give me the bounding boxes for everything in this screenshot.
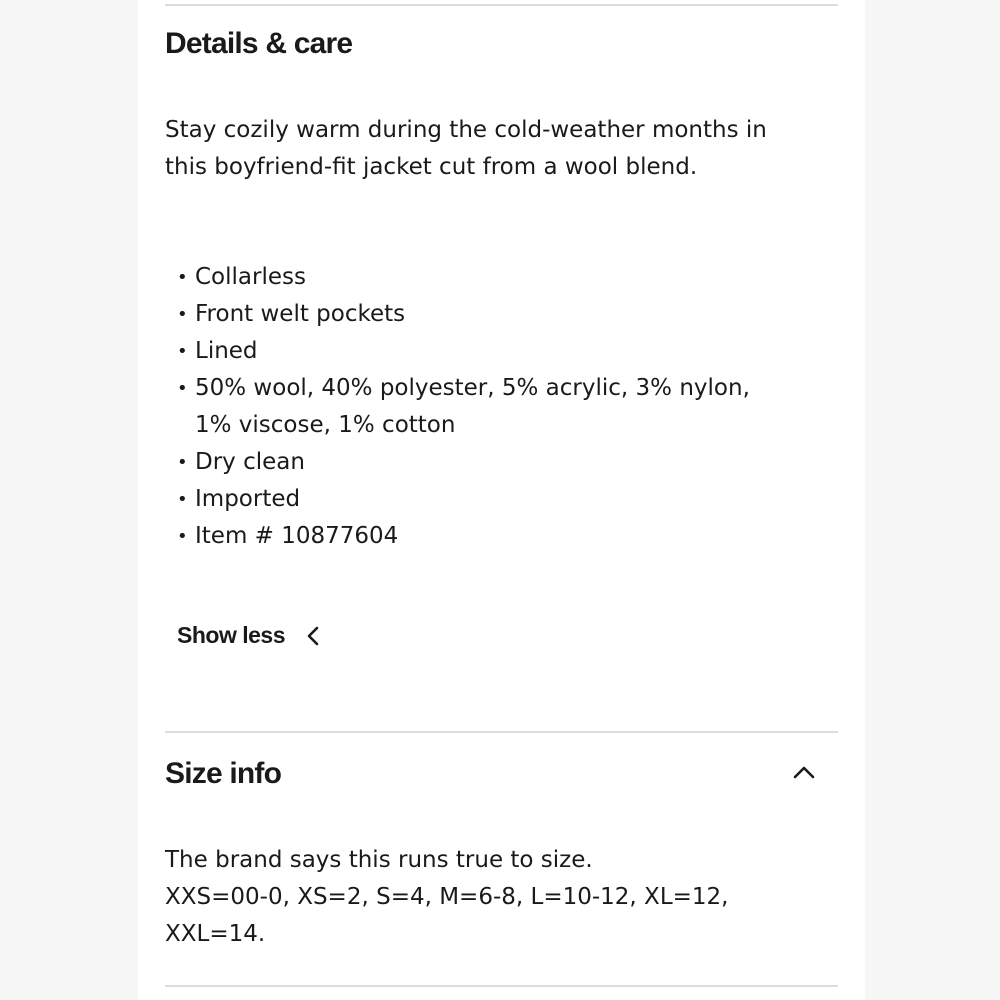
size-info-heading: Size info <box>165 757 282 790</box>
bullet-marker: • <box>177 304 188 325</box>
bullet-text-continuation: 1% viscose, 1% cotton <box>195 412 456 438</box>
details-care-heading: Details & care <box>165 27 353 60</box>
show-less-button[interactable] <box>177 622 321 649</box>
bullet-item <box>175 296 835 333</box>
top-divider <box>165 4 838 6</box>
bullet-item <box>175 444 835 481</box>
bullet-text: Collarless <box>195 264 306 290</box>
bullet-text: 50% wool, 40% polyester, 5% acrylic, 3% nylon, <box>195 375 750 401</box>
chevron-left-icon <box>305 624 321 648</box>
bullet-item <box>175 333 835 370</box>
bottom-divider <box>165 985 838 987</box>
size-info-text <box>165 842 805 953</box>
bullet-marker: • <box>177 452 188 473</box>
bullet-item <box>175 259 835 296</box>
section-divider <box>165 731 838 733</box>
details-bullet-list <box>175 259 835 555</box>
bullet-marker: • <box>177 378 188 399</box>
bullet-item <box>175 481 835 518</box>
bullet-marker: • <box>177 489 188 510</box>
bullet-text: Front welt pockets <box>195 301 406 327</box>
bullet-marker: • <box>177 526 188 547</box>
bullet-text: Dry clean <box>195 449 305 475</box>
size-conversion-line: XXL=14. <box>165 921 266 947</box>
bullet-item <box>175 518 835 555</box>
bullet-text: Item # 10877604 <box>195 523 399 549</box>
bullet-text: Lined <box>195 338 258 364</box>
size-conversion-line: XXS=00-0, XS=2, S=4, M=6-8, L=10-12, XL=12, <box>165 884 729 910</box>
size-fit-note: The brand says this runs true to size. <box>165 847 593 873</box>
bullet-marker: • <box>177 267 188 288</box>
product-description: Stay cozily warm during the cold-weather months in this boyfriend-fit jacket cut from a wool blend. <box>165 117 767 180</box>
bullet-item <box>175 370 835 444</box>
bullet-text: Imported <box>195 486 301 512</box>
bullet-marker: • <box>177 341 188 362</box>
chevron-up-icon[interactable] <box>790 760 818 784</box>
show-less-label: Show less <box>177 622 285 648</box>
